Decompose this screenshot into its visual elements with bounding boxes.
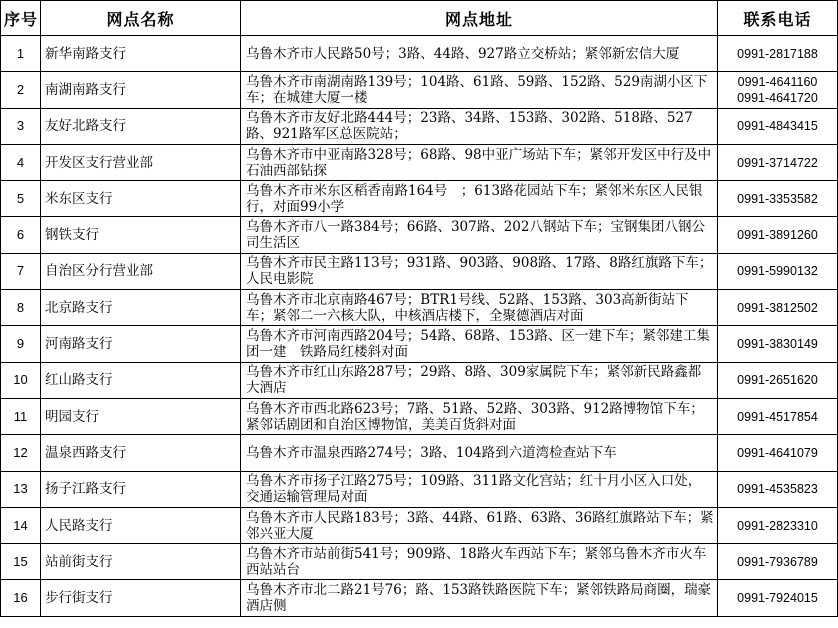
phone-number: 0991-4641160: [737, 74, 818, 89]
cell-branch-name: 红山路支行: [41, 362, 241, 398]
header-address: 网点地址: [241, 1, 718, 36]
phone-number: 0991-5990132: [737, 264, 818, 279]
cell-seq: 5: [1, 181, 41, 217]
table-row: [1, 398, 838, 434]
cell-branch-name: 南湖南路支行: [41, 72, 241, 108]
cell-address: 乌鲁木齐市北京南路467号；BTR1号线、52路、153路、303高新街站下车；紧邻二一六核大队，中核酒店楼下，全聚德酒店对面: [241, 290, 718, 326]
table-row: [1, 290, 838, 326]
phone-number: 0991-4843415: [737, 119, 818, 134]
table-row: [1, 217, 838, 253]
cell-seq: 4: [1, 144, 41, 180]
phone-number: 0991-3714722: [737, 155, 818, 170]
table-row: [1, 471, 838, 507]
phone-number: 0991-4641720: [737, 90, 818, 105]
phone-number: 0991-3891260: [737, 228, 818, 243]
cell-address: 乌鲁木齐市八一路384号；66路、307路、202八钢站下车；宝钢集团八钢公司生活区: [241, 217, 718, 253]
cell-address: 乌鲁木齐市红山东路287号；29路、8路、309家属院下车；紧邻新民路鑫都大酒店: [241, 362, 718, 398]
phone-number: 0991-2823310: [737, 518, 818, 533]
phone-number: 0991-4641079: [737, 445, 818, 460]
cell-address: 乌鲁木齐市南湖南路139号；104路、61路、59路、152路、529南湖小区下车；在城建大厦一楼: [241, 72, 718, 108]
cell-seq: 1: [1, 36, 41, 72]
cell-phone: [718, 580, 838, 616]
cell-branch-name: 开发区支行营业部: [41, 144, 241, 180]
cell-address: 乌鲁木齐市温泉西路274号；3路、104路到六道湾检查站下车: [241, 435, 718, 471]
table-row: [1, 144, 838, 180]
header-seq: 序号: [1, 1, 41, 36]
cell-phone: [718, 217, 838, 253]
cell-seq: 11: [1, 398, 41, 434]
cell-phone: [718, 144, 838, 180]
cell-phone: [718, 362, 838, 398]
cell-address: 乌鲁木齐市站前街541号；909路、18路火车西站下车；紧邻乌鲁木齐市火车西站站台: [241, 544, 718, 580]
cell-address: 乌鲁木齐市人民路50号；3路、44路、927路立交桥站；紧邻新宏信大厦: [241, 36, 718, 72]
table-row: [1, 362, 838, 398]
cell-seq: 12: [1, 435, 41, 471]
cell-seq: 2: [1, 72, 41, 108]
phone-number: 0991-4535823: [737, 482, 818, 497]
cell-phone: [718, 36, 838, 72]
table-row: [1, 507, 838, 543]
cell-address: 乌鲁木齐市中亚南路328号；68路、98中亚广场站下车；紧邻开发区中行及中石油西部钻探: [241, 144, 718, 180]
header-phone: 联系电话: [718, 1, 838, 36]
cell-seq: 10: [1, 362, 41, 398]
cell-seq: 9: [1, 326, 41, 362]
phone-number: 0991-7936789: [737, 554, 818, 569]
cell-branch-name: 新华南路支行: [41, 36, 241, 72]
cell-phone: [718, 72, 838, 108]
table-row: [1, 253, 838, 289]
table-row: [1, 544, 838, 580]
cell-phone: [718, 507, 838, 543]
table-row: [1, 326, 838, 362]
cell-branch-name: 温泉西路支行: [41, 435, 241, 471]
cell-branch-name: 扬子江路支行: [41, 471, 241, 507]
cell-phone: [718, 108, 838, 144]
cell-phone: [718, 435, 838, 471]
cell-phone: [718, 544, 838, 580]
header-name: 网点名称: [41, 1, 241, 36]
phone-number: 0991-3353582: [737, 191, 818, 206]
phone-number: 0991-3830149: [737, 337, 818, 352]
cell-seq: 13: [1, 471, 41, 507]
cell-address: 乌鲁木齐市米东区稻香南路164号 ；613路花园站下车；紧邻米东区人民银行，对面99小学: [241, 181, 718, 217]
table-body: [1, 36, 838, 617]
table-header-row: [1, 1, 838, 36]
cell-seq: 16: [1, 580, 41, 616]
cell-branch-name: 北京路支行: [41, 290, 241, 326]
cell-branch-name: 站前街支行: [41, 544, 241, 580]
cell-phone: [718, 181, 838, 217]
table-row: [1, 36, 838, 72]
cell-branch-name: 钢铁支行: [41, 217, 241, 253]
cell-seq: 8: [1, 290, 41, 326]
cell-branch-name: 人民路支行: [41, 507, 241, 543]
cell-phone: [718, 471, 838, 507]
table-row: [1, 435, 838, 471]
cell-address: 乌鲁木齐市北二路21号76；路、153路铁路医院下车；紧邻铁路局商圈，瑞豪酒店侧: [241, 580, 718, 616]
cell-phone: [718, 253, 838, 289]
cell-branch-name: 河南路支行: [41, 326, 241, 362]
cell-address: 乌鲁木齐市扬子江路275号；109路、311路文化宫站；红十月小区入口处，交通运输管理局对面: [241, 471, 718, 507]
cell-phone: [718, 326, 838, 362]
cell-address: 乌鲁木齐市西北路623号；7路、51路、52路、303路、912路博物馆下车；紧邻话剧团和自治区博物馆，美美百货斜对面: [241, 398, 718, 434]
table-row: [1, 108, 838, 144]
cell-branch-name: 明园支行: [41, 398, 241, 434]
cell-seq: 14: [1, 507, 41, 543]
phone-number: 0991-7924015: [737, 591, 818, 606]
cell-address: 乌鲁木齐市友好北路444号；23路、34路、153路、302路、518路、527路、921路军区总医院站；: [241, 108, 718, 144]
phone-number: 0991-3812502: [737, 300, 818, 315]
cell-address: 乌鲁木齐市民主路113号；931路、903路、908路、17路、8路红旗路下车；人民电影院: [241, 253, 718, 289]
cell-branch-name: 自治区分行营业部: [41, 253, 241, 289]
phone-number: 0991-2651620: [737, 373, 818, 388]
cell-phone: [718, 290, 838, 326]
table-row: [1, 580, 838, 616]
cell-seq: 7: [1, 253, 41, 289]
cell-address: 乌鲁木齐市河南西路204号；54路、68路、153路、区一建下车；紧邻建工集团一建 铁路局红楼斜对面: [241, 326, 718, 362]
cell-branch-name: 友好北路支行: [41, 108, 241, 144]
table-row: [1, 181, 838, 217]
phone-number: 0991-2817188: [737, 46, 818, 61]
phone-number: 0991-4517854: [737, 409, 818, 424]
cell-seq: 6: [1, 217, 41, 253]
cell-address: 乌鲁木齐市人民路183号；3路、44路、61路、63路、36路红旗路站下车；紧邻兴亚大厦: [241, 507, 718, 543]
table-row: [1, 72, 838, 108]
cell-seq: 3: [1, 108, 41, 144]
cell-branch-name: 步行街支行: [41, 580, 241, 616]
cell-phone: [718, 398, 838, 434]
cell-branch-name: 米东区支行: [41, 181, 241, 217]
cell-seq: 15: [1, 544, 41, 580]
